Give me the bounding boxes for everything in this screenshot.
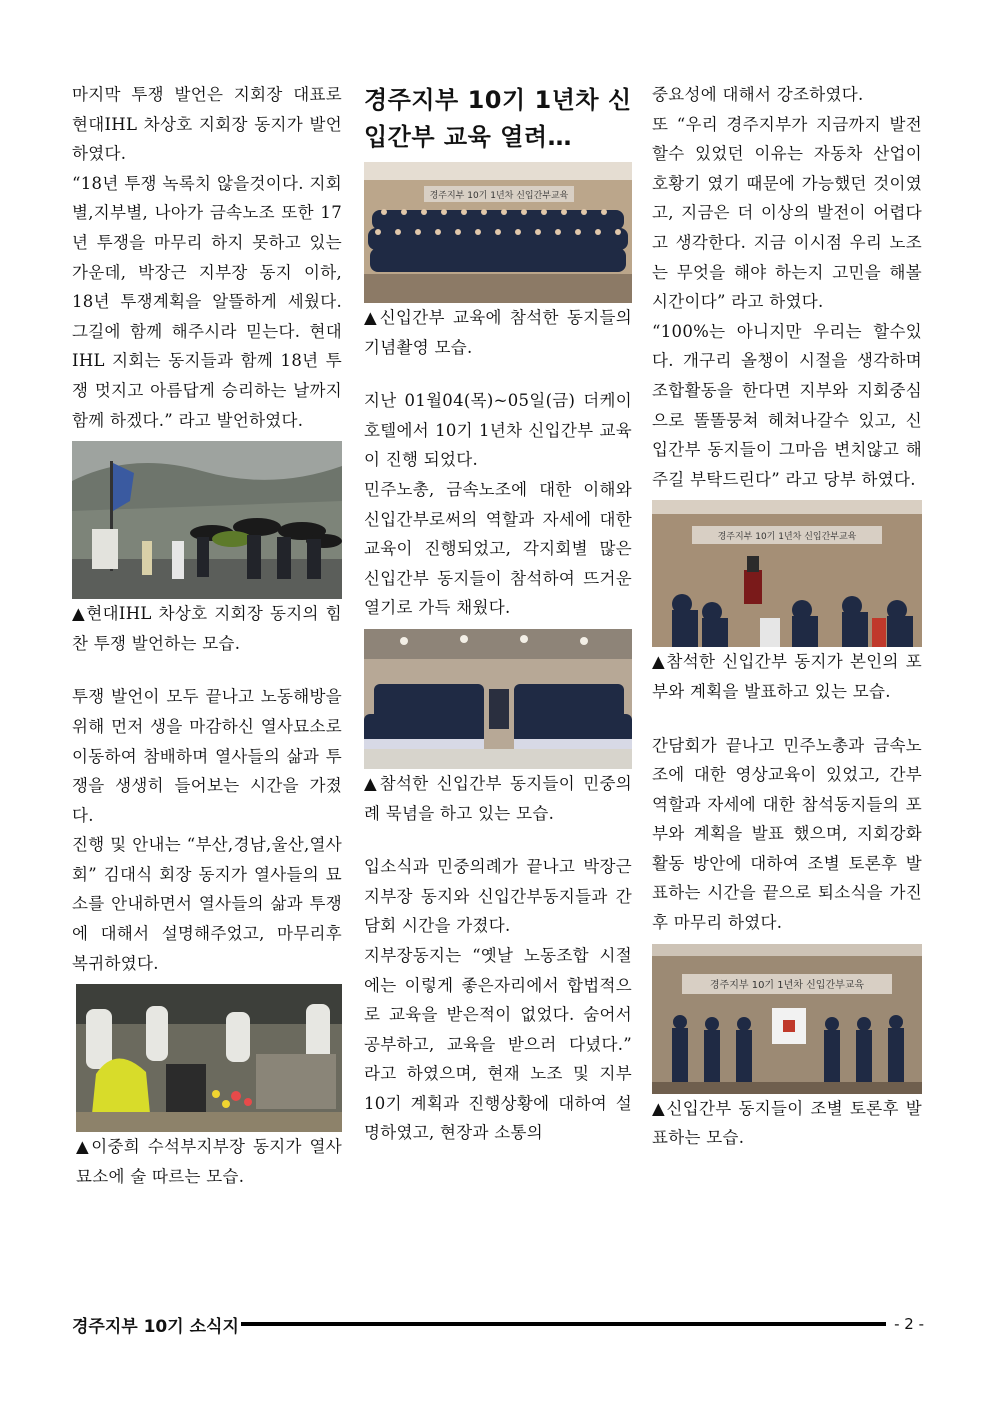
col3-paragraph-3: “100%는 아니지만 우리는 할수있다. 개구리 올챙이 시절을 생각하며 조합활동을 한다면 지부와 지회중심으로 똘똘뭉쳐 헤쳐나갈수 있고, 신입간부 동지들이 그마음 변치않고 해주길 부탁드린다” 라고 당부 하였다.: [652, 321, 922, 489]
newsletter-name: 경주지부 10기 소식지: [72, 1316, 239, 1337]
col1-caption-2: ▲이중희 수석부지부장 동지가 열사 묘소에 술 따르는 모습.: [76, 1137, 342, 1186]
footer-rule: [241, 1322, 886, 1326]
col1-caption-1: ▲현대IHL 차상호 지회장 동지의 힘찬 투쟁 발언하는 모습.: [72, 604, 342, 653]
col2-caption-2: ▲참석한 신입간부 동지들이 민중의례 묵념을 하고 있는 모습.: [364, 773, 632, 823]
col2-paragraph-2: 민주노총, 금속노조에 대한 이해와 신입간부로써의 역할과 자세에 대한 교육이 진행되었고, 각지회별 많은 신입간부 동지들이 참석하여 뜨거운 열기로 가득 채웠다.: [364, 479, 632, 618]
photo-group-discussion: [652, 944, 922, 1094]
page-number: - 2 -: [894, 1315, 924, 1333]
banner-text-3: 경주지부 10기 1년차 신입간부교육: [709, 979, 865, 991]
col3-caption-1: ▲참석한 신입간부 동지가 본인의 포부와 계획을 발표하고 있는 모습.: [652, 652, 922, 701]
banner-text-1: 경주지부 10기 1년차 신입간부교육: [429, 191, 569, 201]
col1-paragraph-1: 마지막 투쟁 발언은 지회장 대표로 현대IHL 차상호 지회장 동지가 발언하였다.: [72, 85, 342, 164]
col1-paragraph-3: 투쟁 발언이 모두 끝나고 노동해방을 위해 먼저 생을 마감하신 열사묘소로 이동하여 참배하며 열사들의 삶과 투쟁을 생생히 들어보는 시간을 가졌다.: [72, 687, 342, 825]
photo-memorial-silence: [364, 629, 632, 769]
photo-presentation: [652, 500, 922, 647]
col3-caption-2: ▲신입간부 동지들이 조별 토론후 발표하는 모습.: [652, 1098, 922, 1148]
col3-paragraph-1: 중요성에 대해서 강조하였다.: [652, 85, 864, 104]
col1-paragraph-2: “18년 투쟁 녹록치 않을것이다. 지회별,지부별, 나아가 금속노조 또한 17년 투쟁을 마무리 하지 못하고 있는 가운데, 박장근 지부장 동지 이하, 18년 투쟁계획을 알뜰하게 세웠다. 그길에 함께 해주시라 믿는다. 현대IHL 지회는 동지들과 함께 18년 투쟁 멋지고 아름답게 승리하는 날까지 함께 하겠다.” 라고 발언하였다.: [72, 173, 342, 430]
photo-struggle-speech: [72, 441, 342, 599]
photo-group-commemorative: [364, 162, 632, 303]
col2-paragraph-3: 입소식과 민중의례가 끝나고 박장근 지부장 동지와 신입간부동지들과 간담회 시간을 가졌다.: [364, 857, 632, 936]
column-3: [652, 80, 922, 1153]
photo-grave-offering: [76, 984, 342, 1132]
article-title: 경주지부 10기 1년차 신입간부 교육 열려…: [364, 86, 632, 151]
banner-text-2: 경주지부 10기 1년차 신입간부교육: [717, 532, 857, 543]
col2-paragraph-4: 지부장동지는 “옛날 노동조합 시절에는 이렇게 좋은자리에서 합법적으로 교육을 받은적이 없었다. 숨어서 공부하고, 교육을 받으러 다녔다.” 라고 하였으며, 현재 노조 및 지부 10기 계획과 진행상황에 대하여 설명하였고, 현장과 소통의: [364, 945, 632, 1143]
page-footer: [72, 1310, 924, 1338]
col2-paragraph-1: 지난 01월04(목)~05일(금) 더케이 호텔에서 10기 1년차 신입간부 교육이 진행 되었다.: [364, 391, 632, 470]
column-2: [364, 80, 632, 1148]
col3-paragraph-2: 또 “우리 경주지부가 지금까지 발전할수 있었던 이유는 자동차 산업이 호황기 였기 때문에 가능했던 것이였고, 지금은 더 이상의 발전이 어렵다고 생각한다. 지금 이시점 우리 노조는 무엇을 해야 하는지 고민을 해볼 시간이다” 라고 하였다.: [652, 114, 922, 312]
col3-paragraph-4: 간담회가 끝나고 민주노총과 금속노조에 대한 영상교육이 있었고, 간부역할과 자세에 대한 참석동지들의 포부와 계획을 발표 했으며, 지회강화 활동 방안에 대하여 조별 토론후 발표하는 시간을 끝으로 퇴소식을 가진후 마무리 하였다.: [652, 735, 922, 933]
col2-caption-1: ▲신입간부 교육에 참석한 동지들의 기념촬영 모습.: [364, 308, 632, 357]
column-1: [72, 80, 342, 1191]
col1-paragraph-4: 진행 및 안내는 “부산,경남,울산,열사회” 김대식 회장 동지가 열사들의 묘소를 안내하면서 열사들의 삶과 투쟁에 대해서 설명해주었고, 마무리후 복귀하였다.: [72, 835, 342, 973]
